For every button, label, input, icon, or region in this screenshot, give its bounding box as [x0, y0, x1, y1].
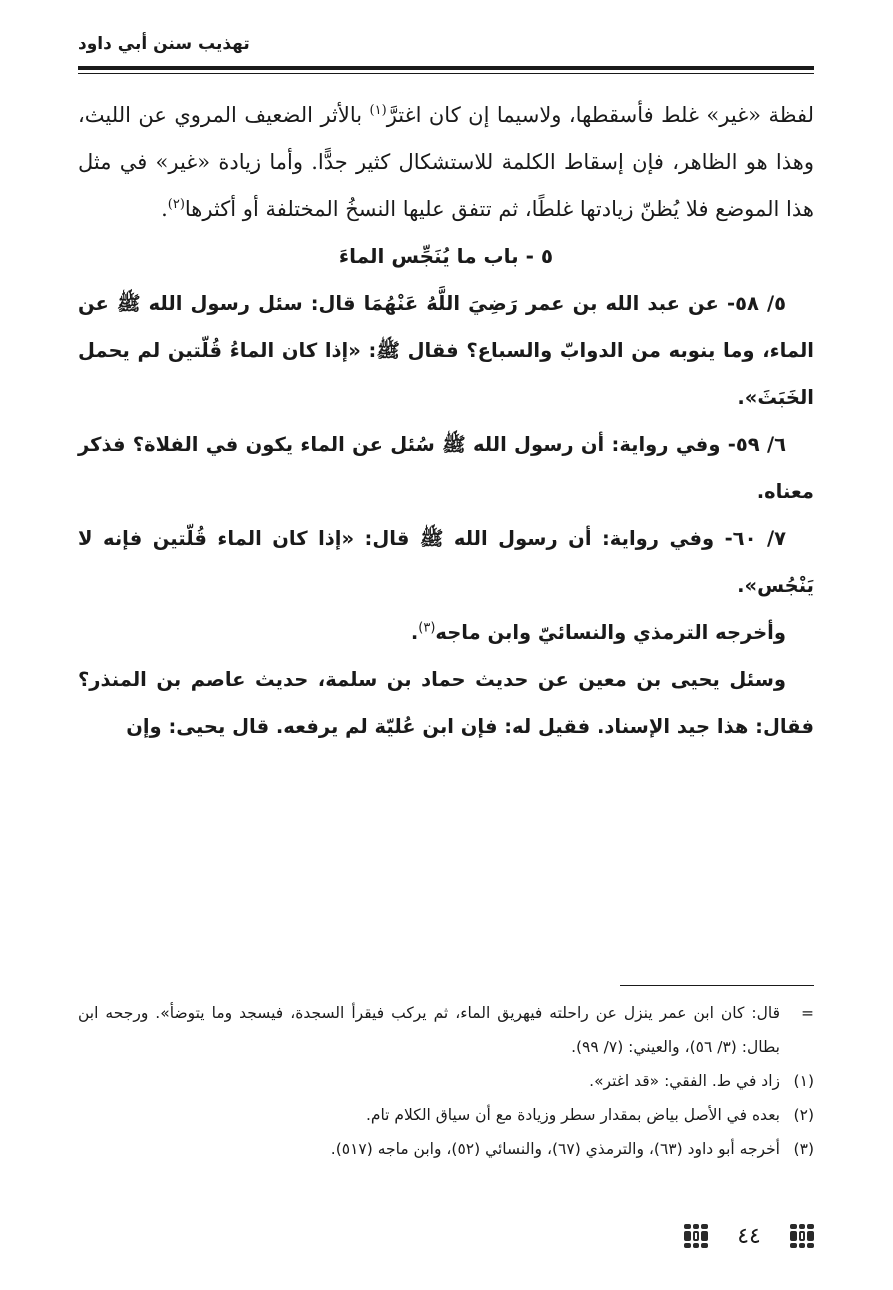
footnote-text: زاد في ط. الفقي: «قد اغتر».	[589, 1072, 780, 1090]
footnote-continued	[78, 996, 814, 1064]
footnote-mark: (٣)	[793, 1140, 814, 1158]
ornament-icon	[684, 1224, 708, 1248]
takhrij-text: وأخرجه الترمذي والنسائيّ وابن ماجه	[435, 621, 786, 644]
footnote-mark: (٢)	[793, 1106, 814, 1124]
footnote-mark: =	[801, 1004, 814, 1022]
footnote-text: قال: كان ابن عمر ينزل عن راحلته فيهريق الماء، ثم يركب فيقرأ السجدة، فيسجد وما يتوضأ». ورجحه ابن بطال: (٣/ ٥٦)، والعيني: (٧/ ٩٩).	[78, 1004, 780, 1056]
footnote-ref-3[interactable]: (٣)	[418, 620, 436, 636]
takhrij-paragraph	[78, 609, 814, 656]
footnote-separator	[620, 985, 814, 986]
footnote-1	[78, 1064, 814, 1098]
header-rule-thin	[78, 73, 814, 74]
footnote-text: أخرجه أبو داود (٦٣)، والترمذي (٦٧)، والنسائي (٥٢)، وابن ماجه (٥١٧).	[330, 1140, 780, 1158]
hadith-58: ٥/ ٥٨- عن عبد الله بن عمر رَضِيَ اللَّهُ عَنْهُمَا قال: سئل رسول الله ﷺ عن الماء، وما ينوبه من الدوابّ والسباع؟ فقال ﷺ: «إذا كان الماءُ قُلّتين لم يحمل الخَبَثَ».	[78, 292, 814, 409]
footnote-2	[78, 1098, 814, 1132]
hadith-59: ٦/ ٥٩- وفي رواية: أن رسول الله ﷺ سُئل عن الماء يكون في الفلاة؟ فذكر معناه.	[78, 433, 814, 503]
intro-text-b: بالأثر الضعيف المروي عن الليث، وهذا هو الظاهر، فإن إسقاط الكلمة للاستشكال كثير جدًّا. وأما زيادة «غير» في مثل هذا الموضع فلا يُظنّ زيادتها غلطًا، ثم تتفق عليها النسخُ المختلفة أو أكثرها	[78, 103, 814, 221]
intro-text-a: لفظة «غير» غلط فأسقطها، ولاسيما إن كان اغترَّ	[386, 103, 814, 127]
intro-end: .	[161, 197, 168, 221]
chapter-heading: ٥ - باب ما يُنَجِّس الماءَ	[338, 244, 554, 268]
footnote-ref-1[interactable]: (١)	[369, 103, 387, 118]
page-number-block	[684, 1218, 814, 1254]
footnote-mark: (١)	[793, 1072, 814, 1090]
header-rule-thick	[78, 66, 814, 70]
yahya-paragraph: وسئل يحيى بن معين عن حديث حماد بن سلمة، حديث عاصم بن المنذر؟ فقال: هذا جيد الإسناد. فقيل له: فإن ابن عُليّة لم يرفعه. قال يحيى: وإن	[78, 668, 814, 738]
running-header-title: تهذيب سنن أبي داود	[78, 34, 250, 54]
footnotes	[78, 996, 814, 1166]
main-text	[78, 92, 814, 750]
footnote-text: بعده في الأصل بياض بمقدار سطر وزيادة مع أن سياق الكلام تام.	[365, 1106, 780, 1124]
takhrij-end: .	[410, 621, 419, 644]
footnote-ref-2[interactable]: (٢)	[167, 197, 185, 212]
footnote-3	[78, 1132, 814, 1166]
page-number: ٤٤	[737, 1223, 761, 1249]
intro-paragraph	[78, 92, 814, 233]
hadith-60: ٧/ ٦٠- وفي رواية: أن رسول الله ﷺ قال: «إذا كان الماء قُلّتين فإنه لا يَنْجُس».	[78, 527, 814, 597]
ornament-icon	[790, 1224, 814, 1248]
